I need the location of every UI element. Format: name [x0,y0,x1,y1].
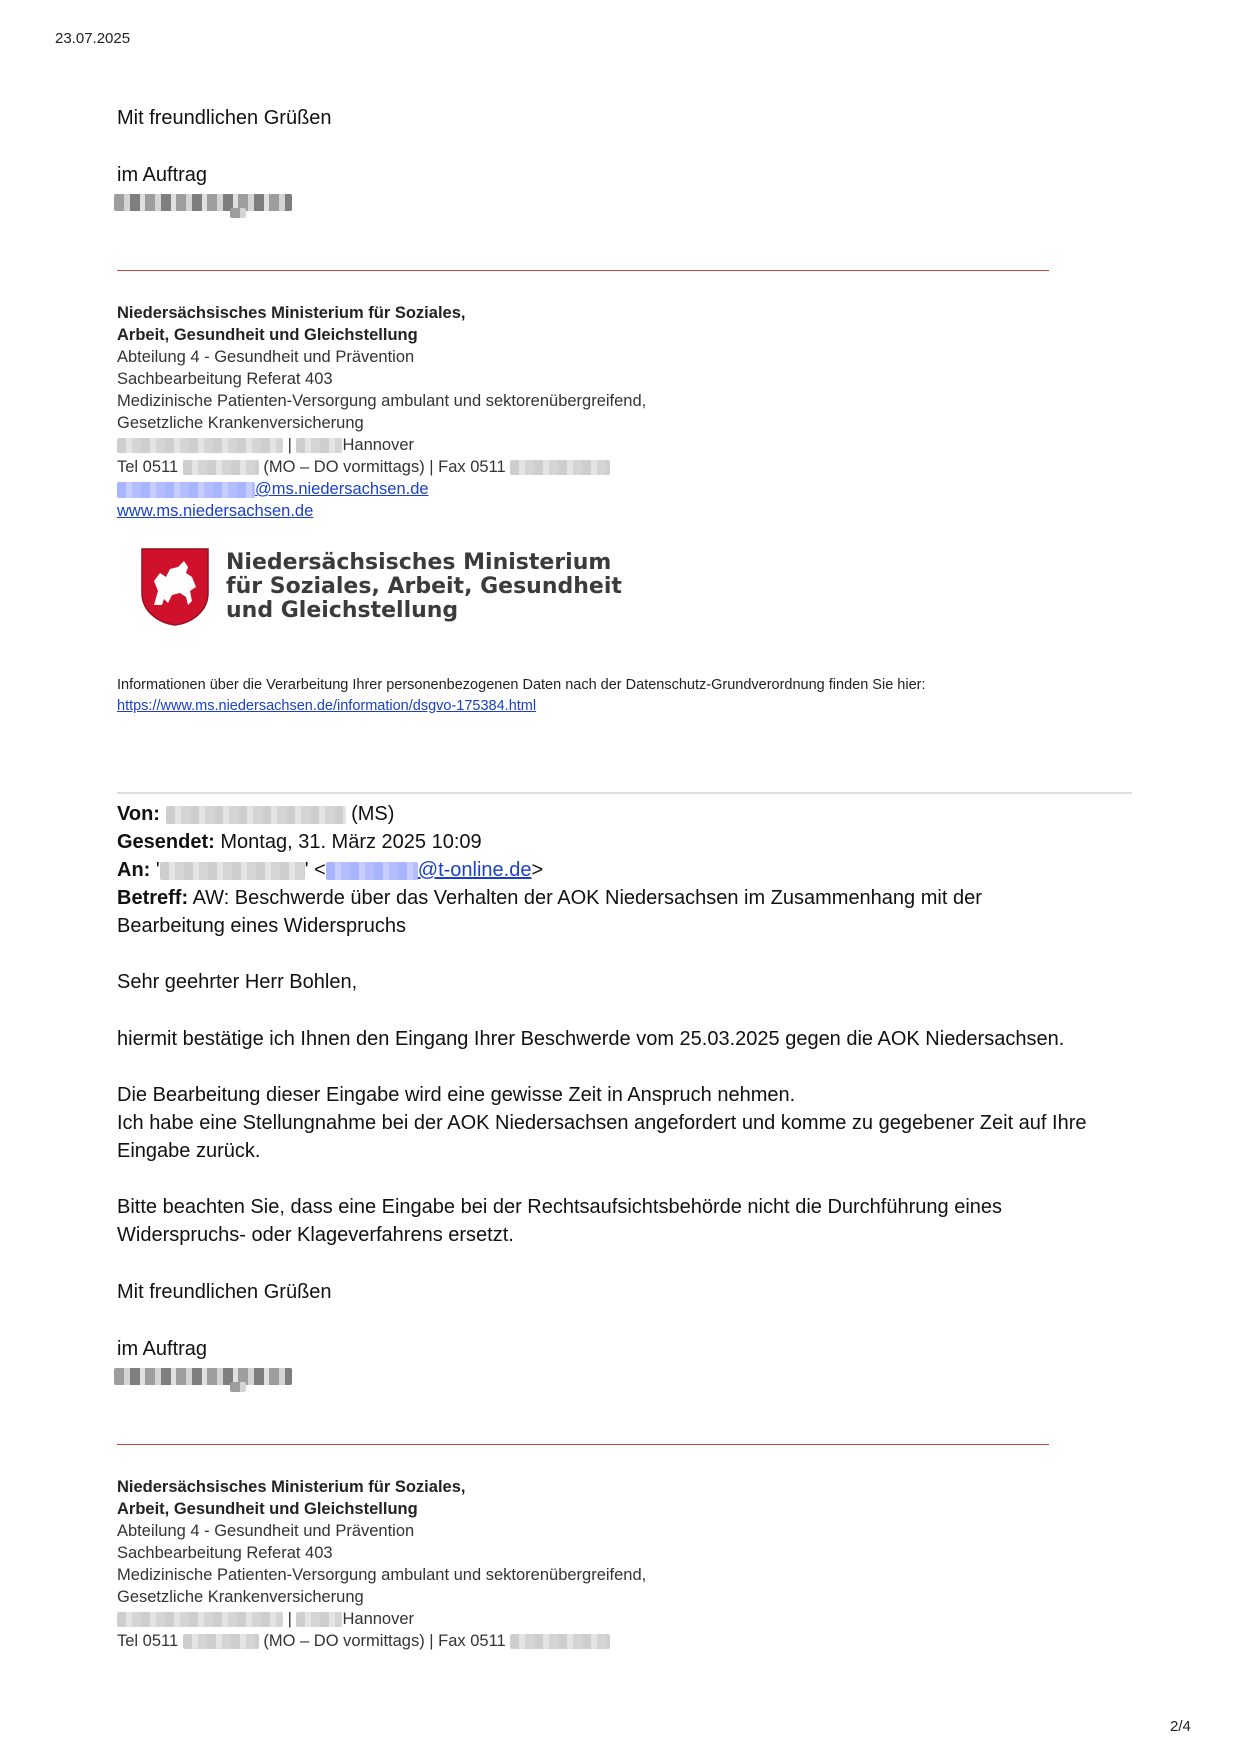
para2-line2: Ich habe eine Stellungnahme bei der AOK Niedersachsen angefordert und komme zu gegebener Zeit auf Ihre [117,1112,1087,1134]
recipient-email-link[interactable]: @t-online.de [417,859,532,881]
signature-divider [117,270,1049,271]
body-paragraph-1: hiermit bestätige ich Ihnen den Eingang Ihrer Beschwerde vom 25.03.2025 gegen die AOK Niedersachsen. [117,1028,1065,1050]
para2-line1: Die Bearbeitung dieser Eingabe wird eine gewisse Zeit in Anspruch nehmen. [117,1084,796,1106]
address-line [117,1608,646,1630]
to-label: An: [117,859,151,881]
tel-label: Tel 0511 [117,1632,179,1650]
ministry-logo [140,547,622,631]
from-label: Von: [117,803,160,825]
redacted-signer-name [114,194,292,211]
subject-row [117,884,982,912]
website-link[interactable]: www.ms.niedersachsen.de [117,502,314,520]
department: Abteilung 4 - Gesundheit und Prävention [117,348,415,366]
body-on-behalf: im Auftrag [117,1338,208,1360]
redacted-fax [510,460,610,475]
body-paragraph-2 [117,1081,1087,1165]
org-name-line2: Arbeit, Gesundheit und Gleichstellung [117,1500,418,1518]
topic-line1: Medizinische Patienten-Versorgung ambulant und sektorenübergreifend, [117,1566,647,1584]
redacted-postcode [296,1612,342,1627]
topic-line2: Gesetzliche Krankenversicherung [117,1588,364,1606]
privacy-link[interactable]: https://www.ms.niedersachsen.de/information/dsgvo-175384.html [117,698,537,714]
body-closing-greeting: Mit freundlichen Grüßen [117,1281,332,1303]
privacy-notice: Informationen über die Verarbeitung Ihrer personenbezogenen Daten nach der Datenschutz-Grundverordnung finden Sie hier: [117,677,926,693]
redacted-street [117,1612,283,1627]
sent-value: Montag, 31. März 2025 10:09 [220,831,482,853]
phone-line [117,1630,646,1652]
to-quote-open: ' [155,859,160,881]
signature-divider-2 [117,1444,1049,1445]
print-date: 23.07.2025 [55,30,131,47]
office-hours: (MO – DO vormittags) | Fax 0511 [263,1632,506,1650]
redacted-postcode [296,438,342,453]
redacted-fax [510,1634,610,1649]
subject-line2: Bearbeitung eines Widerspruchs [117,915,407,937]
email-line [117,478,646,500]
tel-label: Tel 0511 [117,458,179,476]
subject-label: Betreff: [117,887,189,909]
redacted-recipient-email [326,862,418,880]
subject-line1: AW: Beschwerde über das Verhalten der AOK Niedersachsen im Zusammenhang mit der [192,887,982,909]
closing-on-behalf: im Auftrag [117,164,208,186]
redacted-recipient-name [160,862,305,880]
redacted-signer-name-2-tail [230,1382,246,1392]
message-separator [117,792,1132,794]
phone-line [117,456,646,478]
redacted-email-user [117,482,255,498]
topic-line2: Gesetzliche Krankenversicherung [117,414,364,432]
org-name-line1: Niedersächsisches Ministerium für Soziales, [117,1478,466,1496]
para3-line1: Bitte beachten Sie, dass eine Eingabe bei der Rechtsaufsichtsbehörde nicht die Durchführung eines [117,1196,1003,1218]
lower-saxony-shield-icon [140,547,210,627]
page-number: 2/4 [1170,1718,1191,1735]
redacted-signer-name-tail [230,208,246,218]
department: Abteilung 4 - Gesundheit und Prävention [117,1522,415,1540]
from-row [117,800,982,828]
org-name-line2: Arbeit, Gesundheit und Gleichstellung [117,326,418,344]
redacted-street [117,438,283,453]
address-separator: | [287,436,292,454]
city: Hannover [342,1610,415,1628]
logo-text: Niedersächsisches Ministerium für Soziales, Arbeit, Gesundheit und Gleichstellung [226,550,622,623]
redacted-phone [183,460,259,475]
para2-line3: Eingabe zurück. [117,1140,261,1162]
org-name-line1: Niedersächsisches Ministerium für Soziales, [117,304,466,322]
from-suffix: (MS) [351,803,395,825]
address-separator: | [287,1610,292,1628]
sent-label: Gesendet: [117,831,215,853]
sent-row [117,828,982,856]
signature-block [117,302,646,522]
unit: Sachbearbeitung Referat 403 [117,1544,333,1562]
para3-line2: Widerspruchs- oder Klageverfahrens ersetzt. [117,1224,514,1246]
closing-greeting: Mit freundlichen Grüßen [117,107,332,129]
office-hours: (MO – DO vormittags) | Fax 0511 [263,458,506,476]
signature-block-2 [117,1476,646,1652]
address-line [117,434,646,456]
body-paragraph-3 [117,1193,1002,1249]
to-close: > [531,859,544,881]
unit: Sachbearbeitung Referat 403 [117,370,333,388]
email-header [117,800,982,940]
redacted-sender [166,806,346,824]
to-row [117,856,982,884]
topic-line1: Medizinische Patienten-Versorgung ambulant und sektorenübergreifend, [117,392,647,410]
to-quote-close: ' < [304,859,326,881]
salutation: Sehr geehrter Herr Bohlen, [117,971,358,993]
redacted-phone [183,1634,259,1649]
redacted-signer-name-2 [114,1368,292,1385]
city: Hannover [342,436,415,454]
email-link[interactable]: @ms.niedersachsen.de [255,480,429,498]
